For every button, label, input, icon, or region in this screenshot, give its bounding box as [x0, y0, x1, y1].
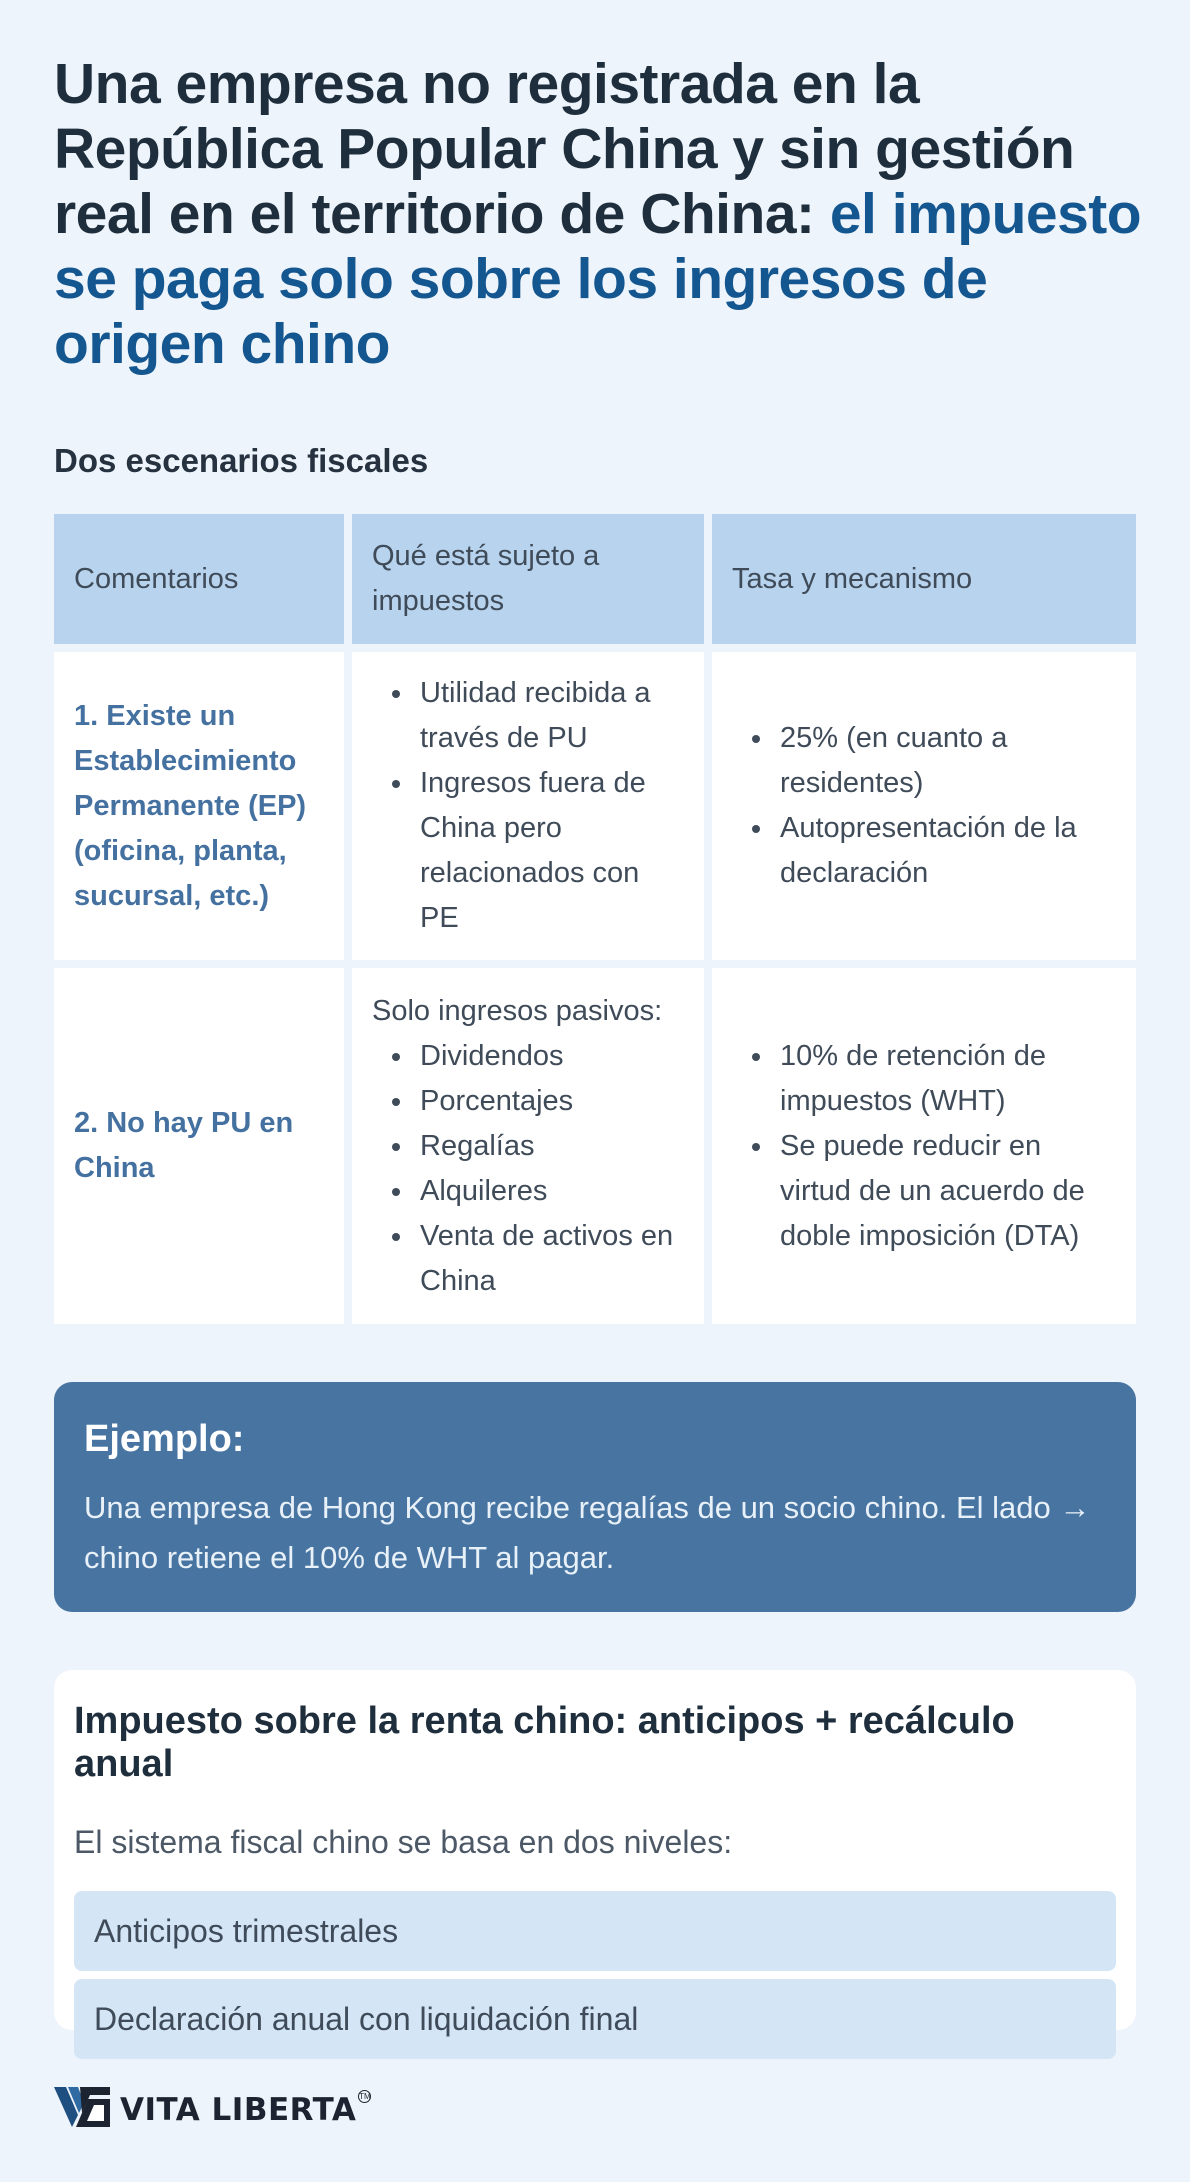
vita-liberta-logo-icon: [54, 2085, 110, 2129]
row-2-rate-list: [732, 1034, 1116, 1259]
row-1-label: [54, 652, 344, 960]
table-header-taxable: Qué está sujeto a impuestos: [352, 514, 704, 644]
list-item: 25% (en cuanto a residentes): [732, 716, 1116, 806]
example-title: Ejemplo:: [84, 1418, 245, 1460]
row-1-taxable-list: [372, 671, 684, 941]
row-2-rate: [712, 968, 1136, 1324]
income-tax-card: [54, 1670, 1136, 2037]
list-item: Regalías: [372, 1124, 684, 1169]
title-main: Una empresa no registrada en la República Popular China y sin gestión real en el territorio de China:: [54, 52, 1075, 246]
title-accent: el impuesto se paga solo sobre los ingresos de origen chino: [54, 182, 1142, 376]
table-header-comments: Comentarios: [54, 514, 344, 644]
row-2-label: [54, 968, 344, 1324]
row-2-taxable-intro: Solo ingresos pasivos:: [372, 994, 663, 1027]
page-title: [54, 52, 1144, 377]
list-item: Venta de activos en China: [372, 1214, 684, 1304]
tax-level-item: Anticipos trimestrales: [74, 1891, 1116, 1971]
row-1-label-text: 1. Existe un Establecimiento Permanente (EP) (oficina, planta, sucursal, etc.): [74, 699, 307, 912]
row-1-rate: [712, 652, 1136, 960]
example-text: Una empresa de Hong Kong recibe regalías de un socio chino. El lado → chino retiene el 10% de WHT al pagar.: [84, 1490, 1091, 1575]
row-2-taxable: [352, 968, 704, 1324]
income-tax-title: Impuesto sobre la renta chino: anticipos + recálculo anual: [74, 1700, 1015, 1785]
section-title: Dos escenarios fiscales: [54, 442, 429, 479]
row-2-label-text: 2. No hay PU en China: [74, 1107, 294, 1184]
list-item: Autopresentación de la declaración: [732, 806, 1116, 896]
income-tax-description: El sistema fiscal chino se basa en dos niveles:: [74, 1824, 733, 1860]
row-1-taxable: [352, 652, 704, 960]
list-item: Utilidad recibida a través de PU: [372, 671, 684, 761]
tax-level-item: Declaración anual con liquidación final: [74, 1979, 1116, 2059]
list-item: Se puede reducir en virtud de un acuerdo de doble imposición (DTA): [732, 1124, 1116, 1259]
list-item: Dividendos: [372, 1034, 684, 1079]
table-header-rate: Tasa y mecanismo: [712, 514, 1136, 644]
list-item: Porcentajes: [372, 1079, 684, 1124]
trademark-symbol: TM: [359, 2091, 371, 2101]
logo-wordmark: VITA LIBERTA: [120, 2092, 357, 2128]
row-2-taxable-list: [372, 1034, 684, 1304]
tax-scenarios-table: [54, 514, 1136, 1324]
example-box: [54, 1382, 1136, 1612]
list-item: Alquileres: [372, 1169, 684, 1214]
vita-liberta-logo: [54, 2082, 371, 2132]
list-item: Ingresos fuera de China pero relacionados con PE: [372, 761, 684, 941]
list-item: 10% de retención de impuestos (WHT): [732, 1034, 1116, 1124]
row-1-rate-list: [732, 716, 1116, 896]
